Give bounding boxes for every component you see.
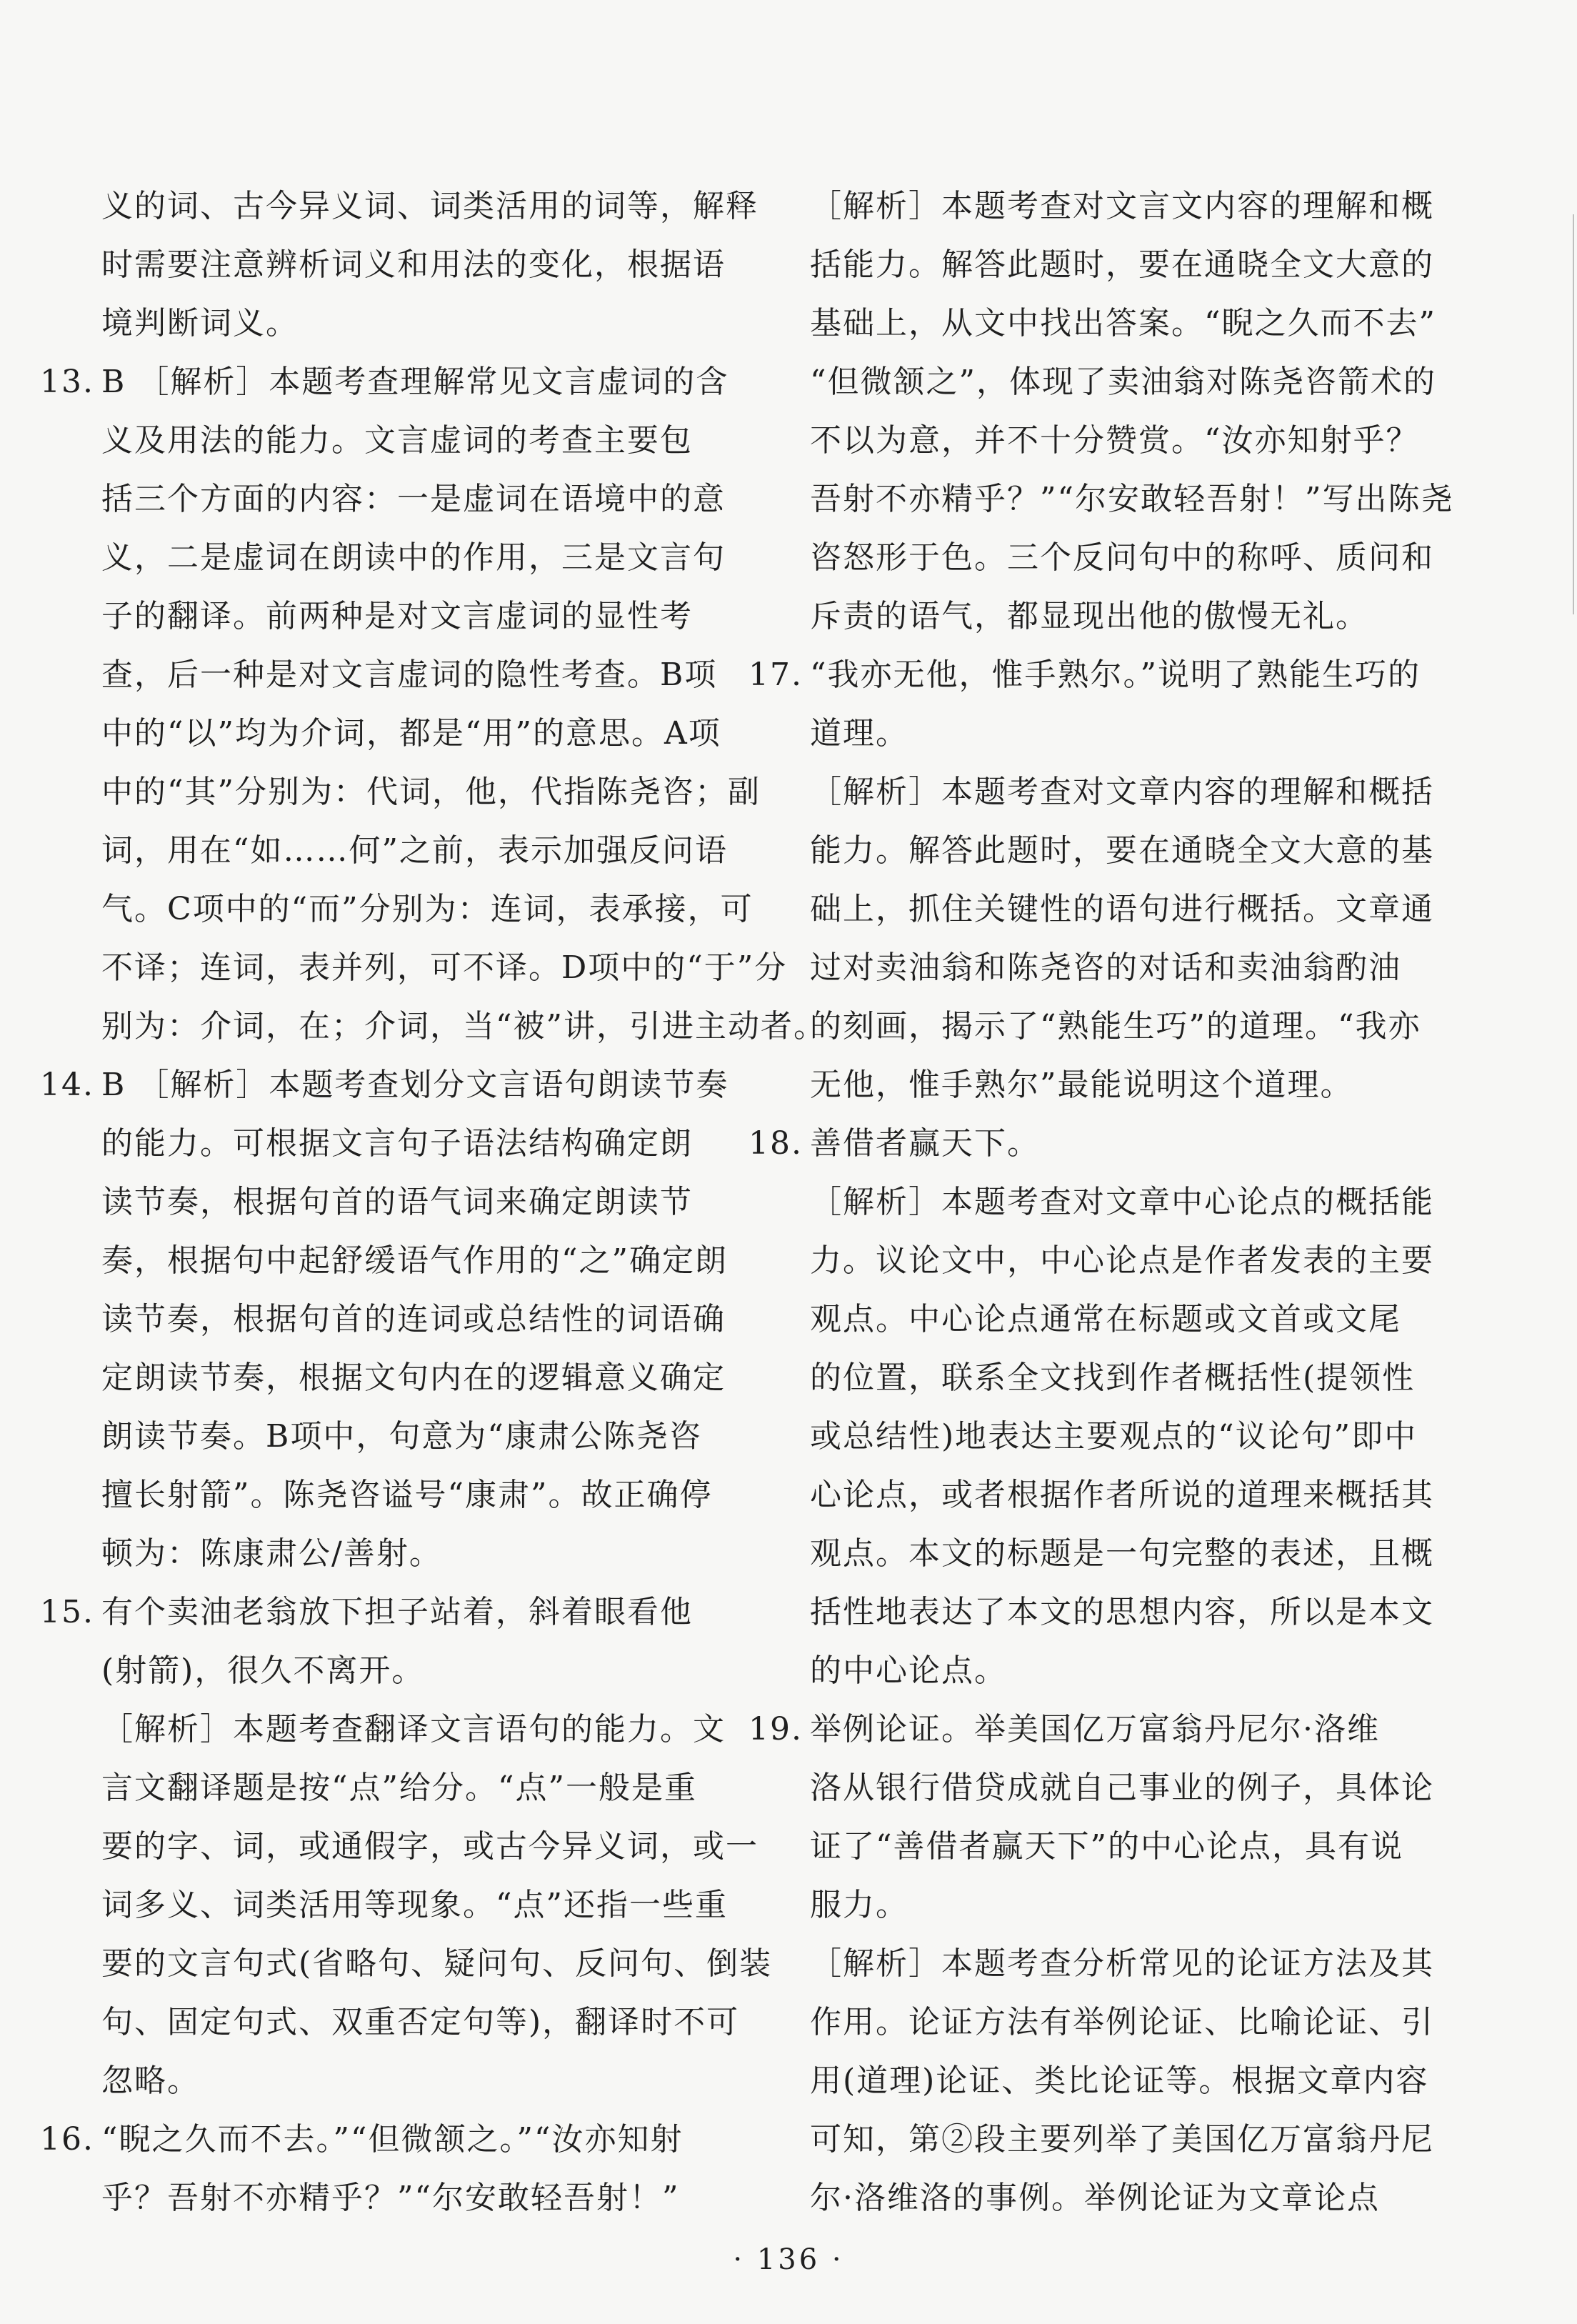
text-line	[40, 822, 728, 880]
line-text: 忽略。	[101, 2063, 200, 2099]
line-text: 证了“善借者赢天下”的中心论点，具有说	[810, 1828, 1403, 1865]
text-line	[40, 470, 726, 529]
text-line	[749, 1993, 1434, 2052]
line-text: 过对卖油翁和陈尧咨的对话和卖油翁酌油	[810, 949, 1401, 986]
line-text: 要的文言句式(省略句、疑问句、反问句、倒装	[101, 1945, 773, 1982]
line-text: 咨怒形于色。三个反问句中的称呼、质问和	[810, 539, 1434, 576]
line-text: 义的词、古今异义词、词类活用的词等，解释	[101, 188, 759, 224]
line-text: 别为：介词，在；介词，当“被”讲，引进主动者。	[101, 1008, 826, 1044]
text-line	[40, 763, 761, 822]
text-line	[40, 1583, 693, 1642]
text-line	[749, 997, 1421, 1056]
right-column	[749, 177, 1454, 2228]
line-text: 力。议论文中，中心论点是作者发表的主要	[810, 1242, 1434, 1279]
text-line	[40, 704, 721, 763]
line-text: 境判断词义。	[101, 305, 299, 341]
line-text: 中的“其”分别为：代词，他，代指陈尧咨；副	[101, 774, 761, 810]
question-number: 14.	[40, 1067, 94, 1103]
line-text: B ［解析］本题考查划分文言语句朗读节奏	[101, 1067, 729, 1103]
line-text: 言文翻译题是按“点”给分。“点”一般是重	[101, 1770, 697, 1806]
line-text: ［解析］本题考查翻译文言语句的能力。文	[101, 1711, 726, 1747]
line-text: 可知，第②段主要列举了美国亿万富翁丹尼	[810, 2121, 1434, 2158]
line-text: 乎？吾射不亦精乎？”“尔安敢轻吾射！”	[101, 2180, 680, 2216]
line-text: B ［解析］本题考查理解常见文言虚词的含	[101, 364, 729, 400]
text-line	[40, 1173, 693, 1232]
line-text: 奏，根据句中起舒缓语气作用的“之”确定朗	[101, 1242, 728, 1279]
text-line	[40, 1935, 773, 1993]
text-line	[40, 1114, 693, 1173]
line-text: ［解析］本题考查对文言文内容的理解和概	[810, 188, 1434, 224]
text-line	[749, 1173, 1434, 1232]
text-line	[40, 1700, 726, 1759]
text-line	[749, 236, 1434, 294]
line-text: 擅长射箭”。陈尧咨谥号“康肃”。故正确停	[101, 1477, 713, 1513]
text-line	[749, 1114, 1391, 1173]
line-text: 无他，惟手熟尔”最能说明这个道理。	[810, 1067, 1353, 1103]
line-text: 查，后一种是对文言虚词的隐性考查。B项	[101, 657, 718, 693]
text-line	[40, 1993, 740, 2052]
line-text: 作用。论证方法有举例论证、比喻论证、引	[810, 2004, 1434, 2040]
line-text: 道理。	[810, 715, 908, 752]
text-line	[40, 880, 754, 939]
question-number: 18.	[749, 1125, 803, 1162]
line-text: 读节奏，根据句首的连词或总结性的词语确	[101, 1301, 726, 1337]
text-line	[749, 2052, 1429, 2110]
text-line	[749, 1700, 1391, 1759]
text-line	[40, 2169, 683, 2228]
text-line	[40, 997, 826, 1056]
line-text: 词，用在“如……何”之前，表示加强反问语	[101, 832, 728, 869]
text-line	[749, 1817, 1403, 1876]
line-text: 的刻画，揭示了“熟能生巧”的道理。“我亦	[810, 1008, 1421, 1044]
line-text: 有个卖油老翁放下担子站着，斜着眼看他	[101, 1594, 693, 1630]
text-line	[749, 1583, 1434, 1642]
text-line	[40, 294, 683, 353]
question-number: 16.	[40, 2121, 94, 2158]
line-text: 词多义、词类活用等现象。“点”还指一些重	[101, 1887, 728, 1923]
text-line	[749, 587, 1391, 646]
text-line	[749, 1525, 1434, 1583]
line-text: 子的翻译。前两种是对文言虚词的显性考	[101, 598, 693, 634]
text-line	[40, 177, 759, 236]
text-line	[749, 822, 1434, 880]
text-line	[40, 1759, 697, 1817]
line-text: “睨之久而不去。”“但微颔之。”“汝亦知射	[101, 2121, 684, 2158]
line-text: 的能力。可根据文言句子语法结构确定朗	[101, 1125, 693, 1162]
line-text: 观点。本文的标题是一句完整的表述，且概	[810, 1535, 1434, 1572]
text-line	[40, 2052, 683, 2110]
text-line	[749, 1349, 1416, 1407]
text-line	[40, 353, 729, 412]
text-line	[40, 1056, 729, 1114]
line-text: 斥责的语气，都显现出他的傲慢无礼。	[810, 598, 1368, 634]
line-text: 或总结性)地表达主要观点的“议论句”即中	[810, 1418, 1418, 1455]
text-line	[40, 236, 726, 294]
text-line	[40, 1817, 759, 1876]
text-line	[749, 1407, 1418, 1466]
line-text: 能力。解答此题时，要在通晓全文大意的基	[810, 832, 1434, 869]
line-text: 不译；连词，表并列，可不译。D项中的“于”分	[101, 949, 788, 986]
text-line	[40, 1232, 728, 1290]
text-line	[749, 294, 1436, 353]
line-text: 句、固定句式、双重否定句等)，翻译时不可	[101, 2004, 740, 2040]
text-line	[40, 1642, 683, 1700]
text-line	[749, 2110, 1434, 2169]
line-text: 的位置，联系全文找到作者概括性(提领性	[810, 1360, 1416, 1396]
text-line	[40, 1876, 728, 1935]
page-edge-mark	[1573, 214, 1574, 614]
question-number: 19.	[749, 1711, 803, 1747]
line-text: 洛从银行借贷成就自己事业的例子，具体论	[810, 1770, 1434, 1806]
text-line	[749, 1056, 1391, 1114]
line-text: 定朗读节奏，根据文句内在的逻辑意义确定	[101, 1360, 726, 1396]
text-line	[40, 412, 693, 470]
line-text: 观点。中心论点通常在标题或文首或文尾	[810, 1301, 1401, 1337]
text-line	[40, 529, 726, 587]
line-text: (射箭)，很久不离开。	[101, 1652, 425, 1689]
line-text: 要的字、词，或通假字，或古今异义词，或一	[101, 1828, 759, 1865]
line-text: “我亦无他，惟手熟尔。”说明了熟能生巧的	[810, 657, 1421, 693]
line-text: 服力。	[810, 1887, 908, 1923]
line-text: 吾射不亦精乎？”“尔安敢轻吾射！”写出陈尧	[810, 481, 1454, 517]
text-line	[749, 1642, 1391, 1700]
line-text: ［解析］本题考查分析常见的论证方法及其	[810, 1945, 1434, 1982]
text-line	[749, 470, 1454, 529]
text-line	[40, 1525, 683, 1583]
line-text: 括三个方面的内容：一是虚词在语境中的意	[101, 481, 726, 517]
line-text: 括能力。解答此题时，要在通晓全文大意的	[810, 246, 1434, 283]
text-line	[40, 646, 718, 704]
line-text: 础上，抓住关键性的语句进行概括。文章通	[810, 891, 1434, 927]
text-line	[749, 1876, 1391, 1935]
text-line	[749, 1466, 1434, 1525]
line-text: 括性地表达了本文的思想内容，所以是本文	[810, 1594, 1434, 1630]
line-text: 义，二是虚词在朗读中的作用，三是文言句	[101, 539, 726, 576]
text-line	[749, 880, 1434, 939]
page-number: · 136 ·	[733, 2243, 844, 2276]
text-line	[40, 1290, 726, 1349]
line-text: ［解析］本题考查对文章内容的理解和概括	[810, 774, 1434, 810]
line-text: 义及用法的能力。文言虚词的考查主要包	[101, 422, 693, 459]
line-text: 用(道理)论证、类比论证等。根据文章内容	[810, 2063, 1429, 2099]
text-line	[40, 587, 693, 646]
line-text: 时需要注意辨析词义和用法的变化，根据语	[101, 246, 726, 283]
text-line	[749, 1759, 1434, 1817]
text-line	[749, 2169, 1391, 2228]
line-text: 基础上，从文中找出答案。“睨之久而不去”	[810, 305, 1436, 341]
text-line	[40, 2110, 683, 2169]
text-line	[749, 529, 1434, 587]
line-text: 中的“以”均为介词，都是“用”的意思。A项	[101, 715, 721, 752]
text-line	[749, 704, 1391, 763]
text-line	[40, 1349, 726, 1407]
line-text: 朗读节奏。B项中，句意为“康肃公陈尧咨	[101, 1418, 702, 1455]
question-number: 13.	[40, 364, 94, 400]
line-text: 的中心论点。	[810, 1652, 1007, 1689]
text-line	[40, 1466, 713, 1525]
line-text: “但微颔之”，体现了卖油翁对陈尧咨箭术的	[810, 364, 1436, 400]
text-line	[749, 646, 1421, 704]
text-line	[749, 1935, 1434, 1993]
line-text: 举例论证。举美国亿万富翁丹尼尔·洛维	[810, 1711, 1380, 1747]
text-line	[749, 939, 1401, 997]
line-text: ［解析］本题考查对文章中心论点的概括能	[810, 1184, 1434, 1220]
line-text: 不以为意，并不十分赞赏。“汝亦知射乎？	[810, 422, 1419, 459]
line-text: 气。C项中的“而”分别为：连词，表承接，可	[101, 891, 754, 927]
text-line	[749, 763, 1434, 822]
line-text: 尔·洛维洛的事例。举例论证为文章论点	[810, 2180, 1380, 2216]
text-line	[749, 1232, 1434, 1290]
question-number: 15.	[40, 1594, 94, 1630]
line-text: 善借者赢天下。	[810, 1125, 1040, 1162]
text-line	[749, 177, 1434, 236]
text-line	[749, 1290, 1401, 1349]
text-line	[749, 412, 1419, 470]
line-text: 心论点，或者根据作者所说的道理来概括其	[810, 1477, 1434, 1513]
question-number: 17.	[749, 657, 803, 693]
line-text: 读节奏，根据句首的语气词来确定朗读节	[101, 1184, 693, 1220]
text-line	[40, 939, 788, 997]
text-line	[749, 353, 1436, 412]
text-line	[40, 1407, 702, 1466]
line-text: 顿为：陈康肃公/善射。	[101, 1535, 442, 1572]
